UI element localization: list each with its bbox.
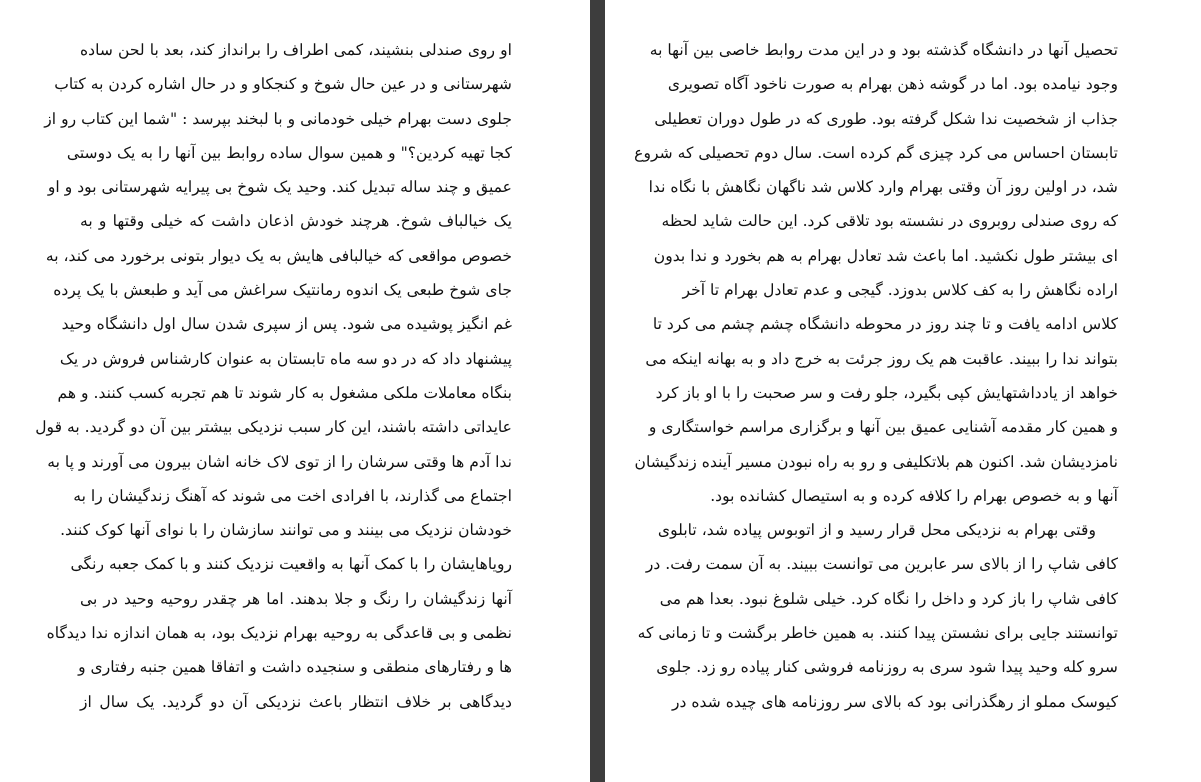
text-line: دیدگاهی بر خلاف انتظار باعث نزدیکی آن دو گردید. یک سال از <box>80 692 512 711</box>
text-line: خودشان نزدیک می بینند و می توانند سازشان را با نوای آنها کوک کنند. <box>60 521 512 540</box>
text-line: تابستان احساس می کرد چیزی گم کرده است. سال دوم تحصیلی که شروع <box>634 143 1118 162</box>
left-page-text <box>35 33 512 719</box>
text-line: پیشنهاد داد که در دو سه ماه تابستان به عنوان کارشناس فروش در یک <box>59 349 512 368</box>
text-line: کافی شاپ را از بالای سر عابرین می توانست ببیند. به آن سمت رفت. در <box>645 555 1118 574</box>
text-line: کلاس ادامه یافت و تا چند روز در محوطه دانشگاه چشم چشم می کرد تا <box>652 315 1118 334</box>
text-line: و همین کار مقدمه آشنایی عمیق بین آنها و برگزاری مراسم خواستگاری و <box>648 418 1118 437</box>
text-line: ای بیشتر طول نکشید. اما باعث شد تعادل بهرام به هم بخورد و ندا بدون <box>653 246 1118 265</box>
text-line: ندا آدم ها وقتی سرشان را از توی لاک خانه اشان بیرون می آورند و پا به <box>47 452 512 471</box>
text-line: جلوی دست بهرام خیلی خودمانی و با لبخند بپرسد : "شما این کتاب رو از <box>44 109 512 128</box>
text-line: تحصیل آنها در دانشگاه گذشته بود و در این مدت روابط خاصی بین آنها به <box>649 41 1118 59</box>
paragraph-end-line: آنها و به خصوص بهرام را کلافه کرده و به استیصال کشانده بود. <box>710 486 1118 505</box>
text-line: نظمی و بی قاعدگی به روحیه بهرام نزدیک بود، به همان اندازه ندا دیدگاه <box>46 624 512 643</box>
text-line: کجا تهیه کردین؟" و همین سوال ساده روابط بین آنها را به یک دوستی <box>66 143 512 162</box>
text-line: که روی صندلی روبروی در نشسته بود تلاقی کرد. این حالت شاید لحظه <box>661 212 1118 231</box>
text-line: توانستند جایی برای نشستن پیدا کنند. به همین خاطر برگشت و تا زمانی که <box>637 624 1118 643</box>
book-spine <box>590 0 605 782</box>
text-line: او روی صندلی بنشیند، کمی اطراف را برانداز کند، بعد با لحن ساده <box>80 41 512 59</box>
text-line: اراده نگاهش را به کف کلاس بدوزد. گیجی و عدم تعادل بهرام تا آخر <box>682 281 1118 300</box>
text-line: نامزدیشان شد. اکنون هم بلاتکلیفی و رو به راه نبودن مسیر آینده زندگیشان <box>634 452 1118 471</box>
right-page-text <box>634 33 1118 719</box>
text-line: آنها زندگیشان را رنگ و جلا بدهند. اما هر چقدر روحیه وحید در بی <box>80 589 512 608</box>
text-line: غم انگیز پوشیده می شود. پس از سپری شدن سال اول دانشگاه وحید <box>61 315 512 334</box>
text-line: عایداتی داشته باشند، این کار سبب نزدیکی بیشتر بین آن دو گردید. به قول <box>35 418 512 437</box>
text-line: سرو کله وحید پیدا شود سری به روزنامه فروشی کنار پیاده رو زد. جلوی <box>656 658 1118 677</box>
text-line: وجود نیامده بود. اما در گوشه ذهن بهرام به صورت ناخود آگاه تصویری <box>667 75 1118 94</box>
text-line: شد، در اولین روز آن وقتی بهرام وارد کلاس شد ناگهان نگاهش با نگاه ندا <box>648 178 1118 197</box>
text-line: شهرستانی و در عین حال شوخ و کنجکاو و در حال اشاره کردن به کتاب <box>54 75 512 94</box>
text-line: بتواند ندا را ببیند. عاقبت هم یک روز جرئت به خرج داد و به بهانه اینکه می <box>645 349 1118 368</box>
left-page <box>0 0 590 782</box>
text-line: کیوسک مملو از رهگذرانی بود که بالای سر روزنامه های چیده شده در <box>671 692 1118 711</box>
right-page <box>605 0 1201 782</box>
text-line: جذاب از شخصیت ندا شکل گرفته بود. طوری که در طول دوران تعطیلی <box>654 109 1118 128</box>
text-line: خواهد از یادداشتهایش کپی بگیرد، جلو رفت و سر صحبت را با او باز کرد <box>655 383 1118 402</box>
text-line: یک خیالباف شوخ. هرچند خودش اذعان داشت که خیلی وقتها و به <box>80 212 512 231</box>
text-line: رویاهایشان را با کمک آنها به واقعیت نزدیک کنند و با کمک جعبه رنگی <box>70 555 512 574</box>
text-line: اجتماع می گذارند، با افرادی اخت می شوند که آهنگ زندگیشان را به <box>73 486 512 505</box>
text-line: عمیق و چند ساله تبدیل کند. وحید یک شوخ بی پیرایه شهرستانی بود و او <box>47 178 512 197</box>
text-line: ها و رفتارهای منطقی و سنجیده داشت و اتفاقا همین جنبه رفتاری و <box>78 658 512 677</box>
paragraph-start-line: وقتی بهرام به نزدیکی محل قرار رسید و از اتوبوس پیاده شد، تابلوی <box>657 521 1096 540</box>
text-line: خصوص مواقعی که خیالبافی هایش به یک دیوار بتونی برخورد می کند، به <box>45 246 512 265</box>
text-line: جای شوخ طبعی یک اندوه رمانتیک سراغش می آید و طبعش با یک پرده <box>53 281 512 300</box>
text-line: کافی شاپ را باز کرد و داخل را نگاه کرد. خیلی شلوغ نبود. بعدا هم می <box>659 589 1118 608</box>
text-line: بنگاه معاملات ملکی مشغول به کار شوند تا هم تجربه کسب کنند. و هم <box>57 383 512 402</box>
